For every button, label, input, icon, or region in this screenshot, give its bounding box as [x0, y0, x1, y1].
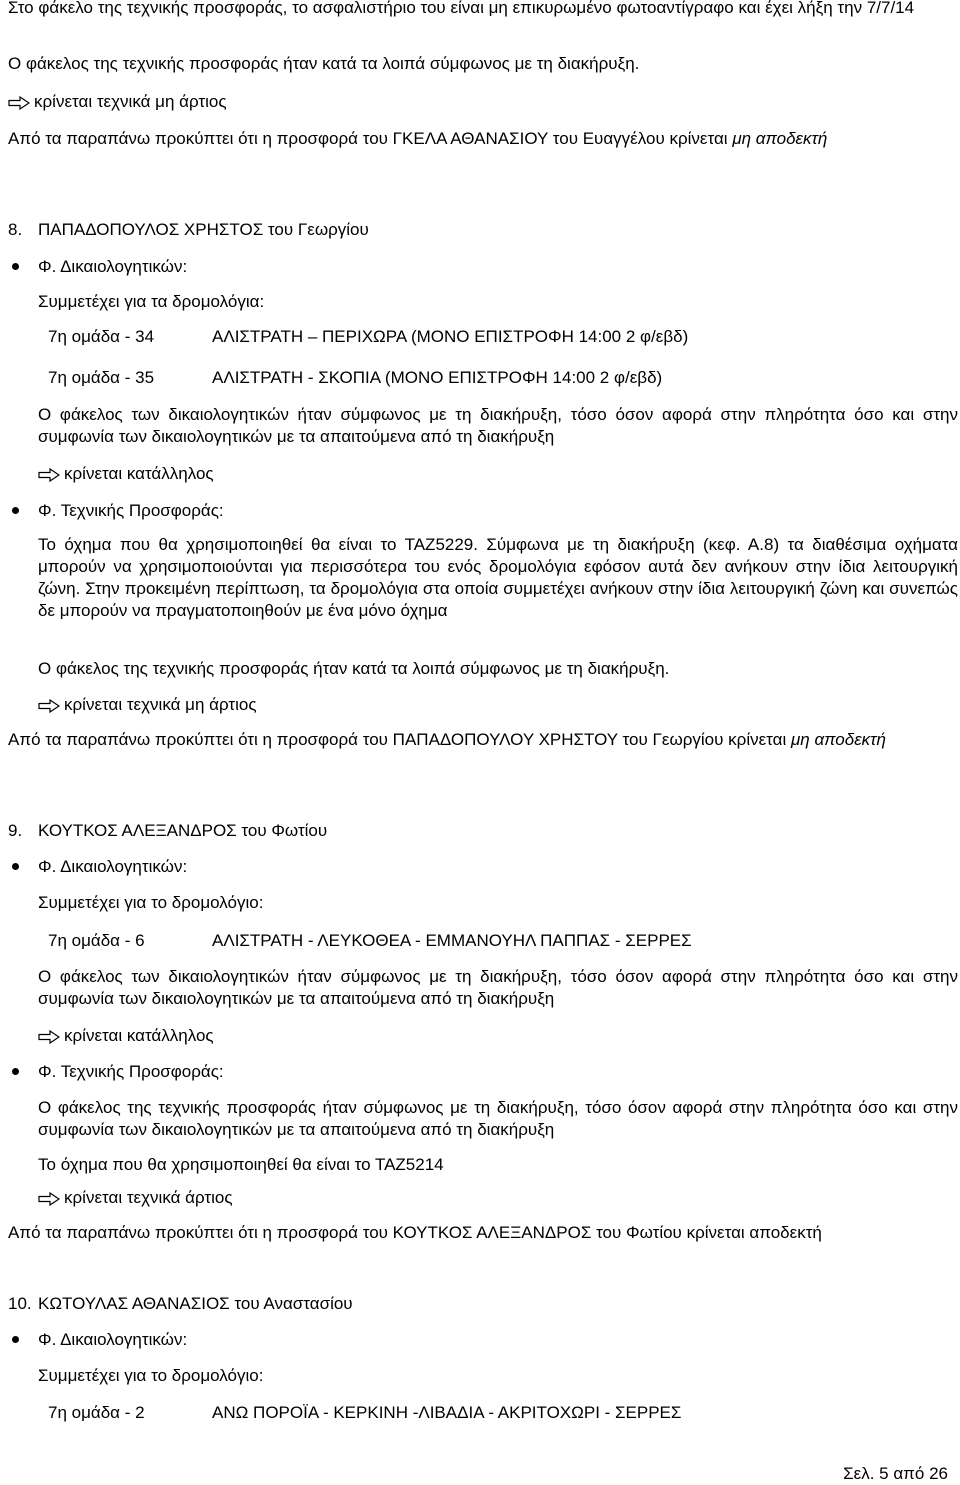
- routes-intro: Συμμετέχει για τα δρομολόγια:: [38, 292, 265, 311]
- bullet-icon: [12, 1336, 19, 1343]
- top-paragraph-2: Ο φάκελος της τεχνικής προσφοράς ήταν κατά τα λοιπά σύμφωνος με τη διακήρυξη.: [8, 54, 640, 73]
- route-group: 7η ομάδα - 34: [48, 327, 155, 346]
- tech-text-2: Το όχημα που θα χρησιμοποιηθεί θα είναι το ΤΑΖ5214: [38, 1155, 444, 1174]
- top-conclusion: Από τα παραπάνω προκύπτει ότι η προσφορά του ΓΚΕΛΑ ΑΘΑΝΑΣΙΟΥ του Ευαγγέλου κρίνεται μη αποδεκτή: [8, 129, 828, 148]
- tech-verdict: κρίνεται τεχνικά μη άρτιος: [38, 694, 257, 716]
- docs-verdict: κρίνεται κατάλληλος: [38, 1025, 214, 1047]
- docs-heading: Φ. Δικαιολογητικών:: [38, 257, 188, 276]
- docs-verdict: κρίνεται κατάλληλος: [38, 463, 214, 485]
- route-desc: ΑΛΙΣΤΡΑΤΗ – ΠΕΡΙΧΩΡΑ (ΜΟΝΟ ΕΠΙΣΤΡΟΦΗ 14:00 2 φ/εβδ): [212, 327, 689, 346]
- bullet-icon: [12, 1068, 19, 1075]
- docs-heading: Φ. Δικαιολογητικών:: [38, 1330, 188, 1349]
- section-8-heading: ΠΑΠΑΔΟΠΟΥΛΟΣ ΧΡΗΣΤΟΣ του Γεωργίου: [38, 220, 369, 239]
- section-9-number: 9.: [8, 821, 23, 840]
- bullet-icon: [12, 263, 19, 270]
- docs-text: Ο φάκελος των δικαιολογητικών ήταν σύμφωνος με τη διακήρυξη, τόσο όσον αφορά στην πληρότητα όσο και στην συμφωνία των δικαιολογητικών με τα απαιτούμενα από τη διακήρυξη: [38, 405, 958, 446]
- section-10-number: 10.: [8, 1294, 32, 1313]
- tech-text: Το όχημα που θα χρησιμοποιηθεί θα είναι το ΤΑΖ5229. Σύμφωνα με τη διακήρυξη (κεφ. Α.8) τα διαθέσιμα οχήματα μπορούν να χρησιμοποιούνται για περισσότερα του ενός δρομολόγια εφόσον αυτά δεν ανήκουν στην ίδια λειτουργική ζώνη. Στην προκειμένη περίπτωση, τα δρομολόγια στα οποία συμμετέχει ανήκουν στην ίδια λειτουργική ζώνη και συνεπώς δε μπορούν να πραγματοποιηθούν με ένα μόνο όχημα: [38, 535, 958, 620]
- route-desc: ΑΛΙΣΤΡΑΤΗ - ΣΚΟΠΙΑ (ΜΟΝΟ ΕΠΙΣΤΡΟΦΗ 14:00 2 φ/εβδ): [212, 368, 663, 387]
- docs-text: Ο φάκελος των δικαιολογητικών ήταν σύμφωνος με τη διακήρυξη, τόσο όσον αφορά στην πληρότητα όσο και στην συμφωνία των δικαιολογητικών με τα απαιτούμενα από τη διακήρυξη: [38, 967, 958, 1008]
- route-group: 7η ομάδα - 2: [48, 1403, 145, 1422]
- bullet-icon: [12, 863, 19, 870]
- page-number: Σελ. 5 από 26: [843, 1464, 948, 1483]
- section-8-conclusion: Από τα παραπάνω προκύπτει ότι η προσφορά του ΠΑΠΑΔΟΠΟΥΛΟΥ ΧΡΗΣΤΟΥ του Γεωργίου κρίνεται μη αποδεκτή: [8, 730, 886, 749]
- top-verdict: [8, 91, 227, 113]
- tech-text-2: Ο φάκελος της τεχνικής προσφοράς ήταν κατά τα λοιπά σύμφωνος με τη διακήρυξη.: [38, 659, 670, 678]
- arrow-right-icon: [38, 468, 60, 482]
- conclusion-emphasis: μη αποδεκτή: [790, 730, 886, 749]
- bullet-icon: [12, 507, 19, 514]
- section-8-number: 8.: [8, 220, 23, 239]
- route-group: 7η ομάδα - 6: [48, 931, 145, 950]
- verdict-text: κρίνεται τεχνικά μη άρτιος: [34, 92, 227, 111]
- tech-heading: Φ. Τεχνικής Προσφοράς:: [38, 1062, 224, 1081]
- route-desc: ΑΝΩ ΠΟΡΟΪΑ - ΚΕΡΚΙΝΗ -ΛΙΒΑΔΙΑ - ΑΚΡΙΤΟΧΩΡΙ - ΣΕΡΡΕΣ: [212, 1403, 682, 1422]
- top-paragraph: Στο φάκελο της τεχνικής προσφοράς, το ασφαλιστήριο του είναι μη επικυρωμένο φωτοαντίγραφο και έχει λήξη την 7/7/14: [8, 0, 915, 17]
- tech-text: Ο φάκελος της τεχνικής προσφοράς ήταν σύμφωνος με τη διακήρυξη, τόσο όσον αφορά στην πληρότητα όσο και στην συμφωνία των δικαιολογητικών με τα απαιτούμενα από τη διακήρυξη: [38, 1098, 958, 1139]
- arrow-right-icon: [38, 699, 60, 713]
- routes-intro: Συμμετέχει για το δρομολόγιο:: [38, 1366, 264, 1385]
- route-group: 7η ομάδα - 35: [48, 368, 155, 387]
- arrow-right-icon: [38, 1030, 60, 1044]
- section-9-conclusion: Από τα παραπάνω προκύπτει ότι η προσφορά του ΚΟΥΤΚΟΣ ΑΛΕΞΑΝΔΡΟΣ του Φωτίου κρίνεται αποδεκτή: [8, 1223, 822, 1242]
- docs-heading: Φ. Δικαιολογητικών:: [38, 857, 188, 876]
- section-10-heading: ΚΩΤΟΥΛΑΣ ΑΘΑΝΑΣΙΟΣ του Αναστασίου: [38, 1294, 353, 1313]
- section-9-heading: ΚΟΥΤΚΟΣ ΑΛΕΞΑΝΔΡΟΣ του Φωτίου: [38, 821, 328, 840]
- routes-intro: Συμμετέχει για το δρομολόγιο:: [38, 893, 264, 912]
- route-desc: ΑΛΙΣΤΡΑΤΗ - ΛΕΥΚΟΘΕΑ - ΕΜΜΑΝΟΥΗΛ ΠΑΠΠΑΣ - ΣΕΡΡΕΣ: [212, 931, 692, 950]
- tech-heading: Φ. Τεχνικής Προσφοράς:: [38, 501, 224, 520]
- arrow-right-icon: [38, 1192, 60, 1206]
- arrow-right-icon: [8, 96, 30, 110]
- tech-verdict: κρίνεται τεχνικά άρτιος: [38, 1187, 233, 1209]
- conclusion-emphasis: μη αποδεκτή: [732, 129, 828, 148]
